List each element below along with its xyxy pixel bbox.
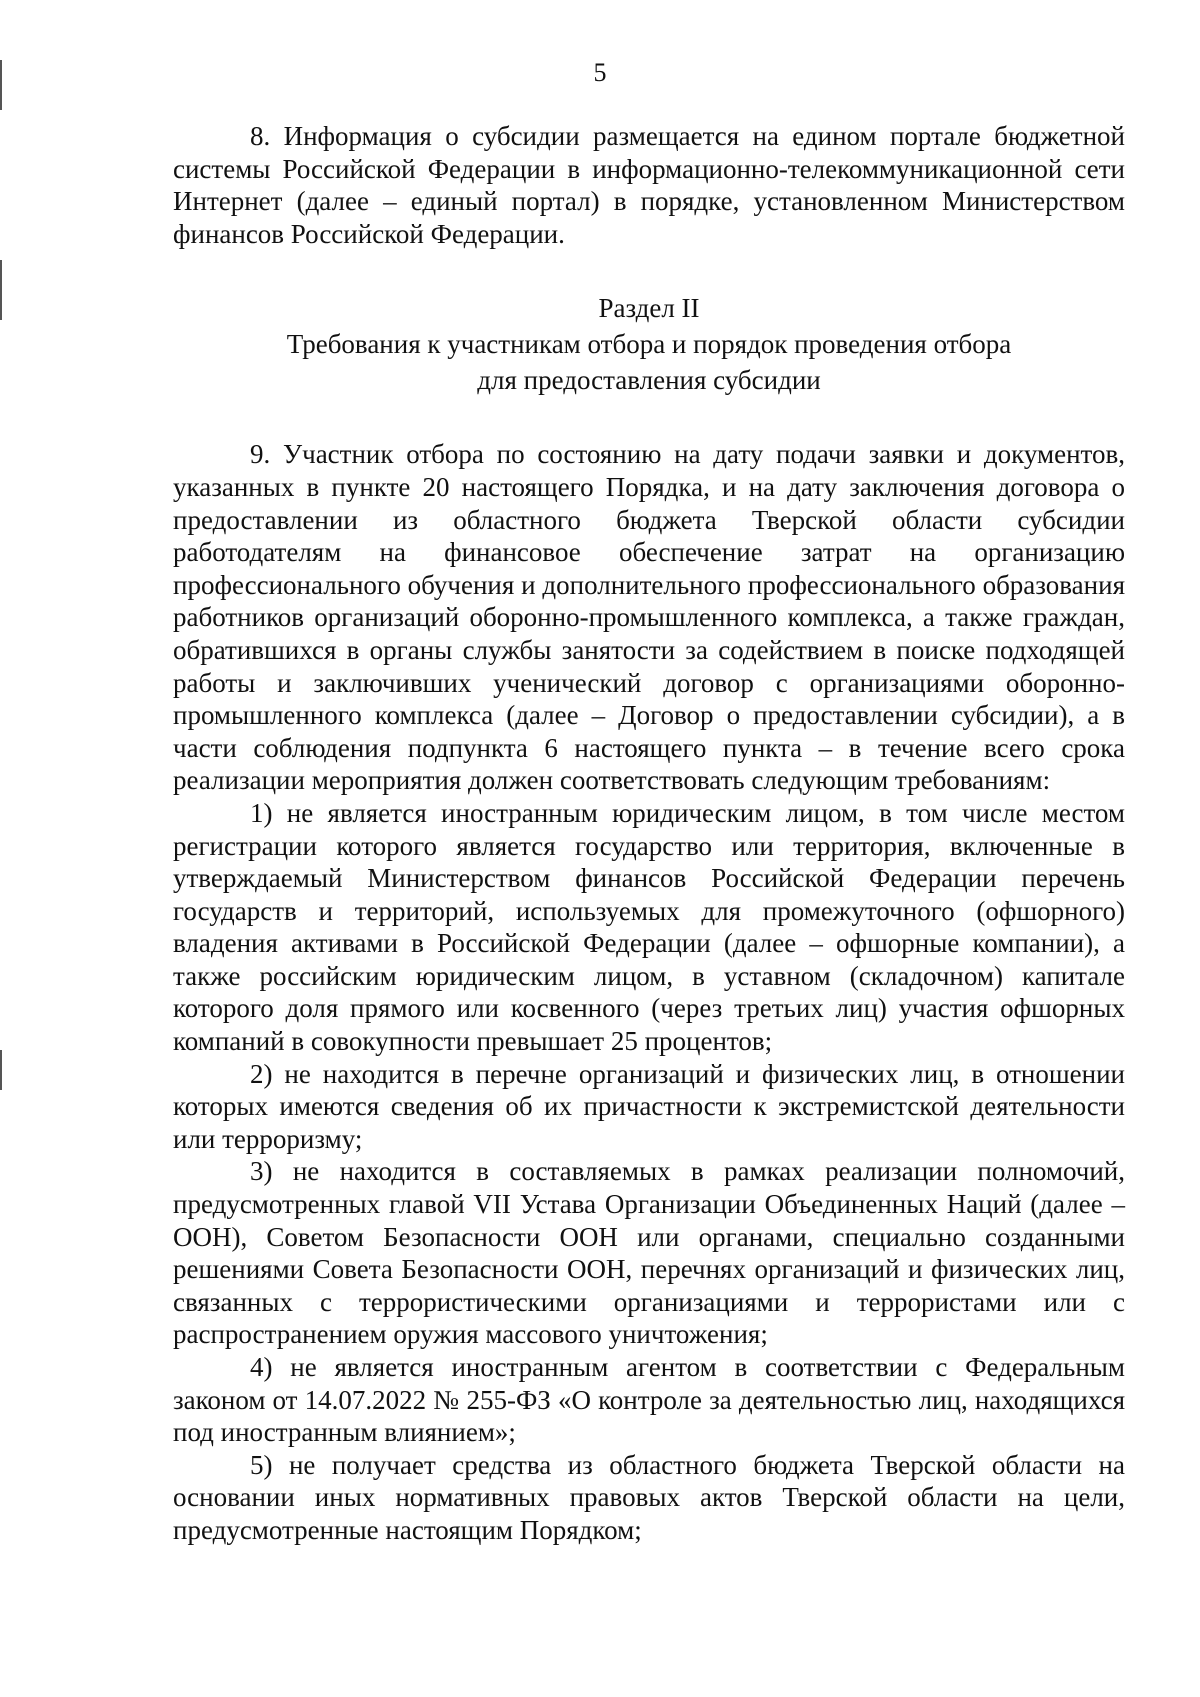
subitem-1: 1) не является иностранным юридическим лицом, в том числе местом регистрации которого является государство или территория, включенные в утверждаемый Министерством финансов Российской Федерации перечень государств и территорий, используемых для промежуточного (офшорного) владения активами в Российской Федерации (далее – офшорные компании), а также российским юридическим лицом, в уставном (складочном) капитале которого доля прямого или косвенного (через третьих лиц) участия офшорных компаний в совокупности превышает 25 процентов; [173,797,1125,1057]
scan-edge-mark [0,1050,2,1090]
page-number: 5 [593,58,607,87]
subitem-4: 4) не является иностранным агентом в соответствии с Федеральным законом от 14.07.2022 № 255-ФЗ «О контроле за деятельностью лиц, находящихся под иностранным влиянием»; [173,1352,1125,1448]
section-title-line-1: Требования к участникам отбора и порядок проведения отбора [286,329,1012,360]
paragraph-9: 9. Участник отбора по состоянию на дату подачи заявки и документов, указанных в пункте 20 настоящего Порядка, и на дату заключения договора о предоставлении из областного бюджета Тверской области субсидии работодателям на финансовое обеспечение затрат на организацию профессионального обучения и дополнительного профессионального образования работников организаций оборонно-промышленного комплекса, а также граждан, обратившихся в органы службы занятости за содействием в поиске подходящей работы и заключивших ученический договор с организациями оборонно-промышленного комплекса (далее – Договор о предоставлении субсидии), а в части соблюдения подпункта 6 настоящего пункта – в течение всего срока реализации мероприятия должен соответствовать следующим требованиям: [173,439,1125,796]
subitem-2: 2) не находится в перечне организаций и физических лиц, в отношении которых имеются сведения об их причастности к экстремистской деятельности или терроризму; [173,1058,1125,1154]
document-body [173,120,1125,1547]
section-number: Раздел II [598,293,700,324]
scan-edge-mark [0,260,2,320]
section-title-line-2: для предоставления субсидии [477,365,821,396]
subitem-3: 3) не находится в составляемых в рамках реализации полномочий, предусмотренных главой VII Устава Организации Объединенных Наций (далее – ООН), Советом Безопасности ООН или органами, специально созданными решениями Совета Безопасности ООН, перечнях организаций и физических лиц, связанных с террористическими организациями и террористами или с распространением оружия массового уничтожения; [173,1156,1125,1350]
subitem-5: 5) не получает средства из областного бюджета Тверской области на основании иных нормативных правовых актов Тверской области на цели, предусмотренные настоящим Порядком; [173,1449,1125,1545]
section-heading [173,290,1125,398]
paragraph-8: 8. Информация о субсидии размещается на едином портале бюджетной системы Российской Федерации в информационно-телекоммуникационной сети Интернет (далее – единый портал) в порядке, установленном Министерством финансов Российской Федерации. [173,121,1125,249]
